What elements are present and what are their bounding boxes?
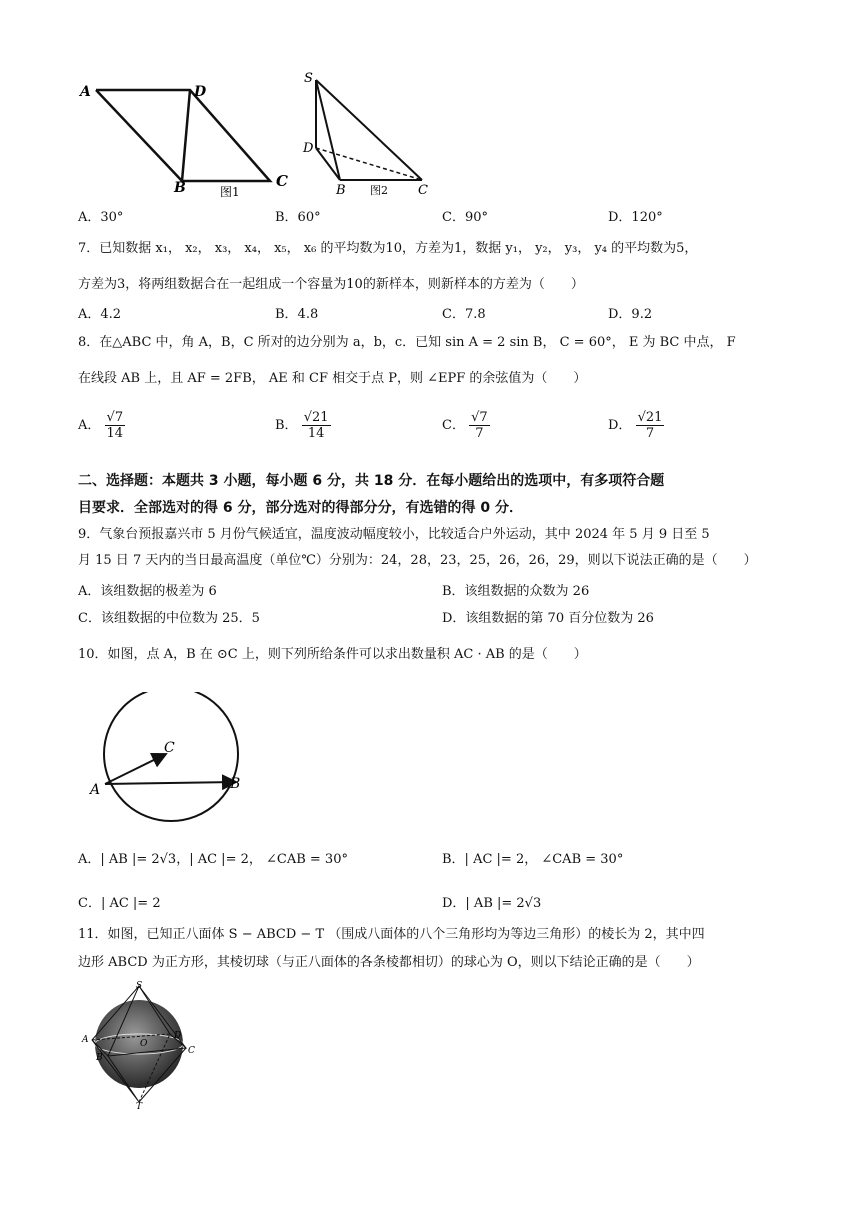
q8-option-a-label: A． (78, 418, 101, 433)
q8-option-a-denominator: 14 (106, 426, 124, 441)
q8-option-b-label: B． (275, 418, 298, 433)
q11-text-line2: 边形 ABCD 为正方形，其棱切球（与正八面体的各条棱都相切）的球心为 O，则以下结论正确的是（ ） (78, 955, 700, 970)
q9-option-b: B．该组数据的众数为 26 (442, 584, 590, 599)
q10-option-a: A．| AB |= 2√3，| AC |= 2， ∠CAB = 30° (78, 852, 348, 867)
fig1-label-c: C (276, 172, 288, 190)
q8-option-d-denominator: 7 (645, 426, 655, 441)
section2-heading-line1: 二、选择题：本题共 3 小题，每小题 6 分，共 18 分．在每小题给出的选项中，有多项符合题 (78, 473, 665, 489)
q8-option-d-numerator: √21 (637, 410, 663, 425)
q10-option-c: C．| AC |= 2 (78, 896, 161, 911)
q7-option-a: A．4.2 (78, 307, 122, 322)
q11-figure-octahedron (74, 980, 204, 1110)
q7-option-c: C．7.8 (442, 307, 486, 322)
q8-option-d-fraction (636, 410, 665, 441)
fig2-label-s: S (304, 71, 313, 86)
q10-option-b: B．| AC |= 2， ∠CAB = 30° (442, 852, 624, 867)
q9-text-line1: 9．气象台预报嘉兴市 5 月份气候适宜，温度波动幅度较小，比较适合户外运动，其中 2024 年 5 月 9 日至 5 (78, 527, 710, 542)
q9-option-d: D．该组数据的第 70 百分位数为 26 (442, 611, 654, 626)
fig2-caption: 图2 (370, 184, 388, 197)
q11-sphere (95, 1000, 183, 1088)
q10-vector-ac (105, 754, 166, 784)
figure-2-pyramid (298, 70, 448, 200)
q8-option-a (78, 410, 125, 441)
q11-label-d: D (174, 1031, 182, 1041)
q8-option-b-denominator: 14 (307, 426, 325, 441)
q8-option-c-label: C． (442, 418, 465, 433)
q11-label-a: A (82, 1035, 89, 1045)
fig1-label-d: D (194, 84, 207, 100)
figure-1-parallelogram (70, 78, 310, 203)
q7-option-d: D．9.2 (608, 307, 653, 322)
fig1-diagonal-bd (182, 90, 190, 181)
q8-option-a-fraction (105, 410, 126, 441)
q8-option-c (442, 410, 490, 441)
section2-heading-line2: 目要求．全部选对的得 6 分，部分选对的得部分分，有选错的得 0 分． (78, 500, 523, 516)
q10-label-b: B (230, 776, 241, 792)
q11-text-line1: 11．如图，已知正八面体 S − ABCD − T （围成八面体的八个三角形均为等边三角形）的棱长为 2，其中四 (78, 927, 705, 942)
q8-option-c-numerator: √7 (471, 410, 488, 425)
q10-circle (104, 692, 241, 821)
q8-option-a-numerator: √7 (106, 410, 124, 425)
q8-option-c-fraction (469, 410, 490, 441)
q9-text-line2: 月 15 日 7 天内的当日最高温度（单位℃）分别为：24，28，23，25，26，26，29，则以下说法正确的是（ ） (78, 553, 757, 568)
q8-option-d-label: D． (608, 418, 632, 433)
q8-text-line1: 8．在△ABC 中，角 A，B，C 所对的边分别为 a，b，c．已知 sin A = 2 sin B， C = 60°， E 为 BC 中点， F (78, 335, 736, 350)
q7-option-b: B．4.8 (275, 307, 319, 322)
q10-label-c: C (164, 740, 175, 756)
fig2-label-b: B (336, 183, 346, 198)
q10-label-a: A (90, 782, 101, 798)
q6-option-b: B．60° (275, 210, 321, 225)
q8-option-d (608, 410, 664, 441)
fig2-edge-sc (316, 80, 422, 180)
q8-option-b-numerator: √21 (303, 410, 329, 425)
q8-option-b (275, 410, 331, 441)
q11-label-t: T (136, 1102, 143, 1110)
q10-figure-circle (86, 692, 256, 822)
fig2-label-c: C (418, 183, 428, 198)
q6-option-a: A．30° (78, 210, 124, 225)
fig1-caption: 图1 (220, 185, 240, 199)
q10-vector-ab (105, 782, 236, 784)
fig2-label-d: D (303, 141, 314, 156)
q11-label-s: S (136, 981, 143, 991)
q8-text-line2: 在线段 AB 上，且 AF = 2FB， AE 和 CF 相交于点 P，则 ∠EPF 的余弦值为（ ） (78, 371, 587, 386)
q9-option-a: A．该组数据的极差为 6 (78, 584, 217, 599)
q6-option-d: D．120° (608, 210, 663, 225)
q7-text-line2: 方差为3，将两组数据合在一起组成一个容量为10的新样本，则新样本的方差为（ ） (78, 277, 584, 292)
q8-option-b-fraction (302, 410, 331, 441)
fig1-label-a: A (80, 84, 91, 100)
fig1-label-b: B (174, 180, 186, 196)
q8-option-c-denominator: 7 (475, 426, 484, 441)
q9-option-c: C．该组数据的中位数为 25．5 (78, 611, 260, 626)
q10-option-d: D．| AB |= 2√3 (442, 896, 542, 911)
q10-text-line1: 10．如图，点 A，B 在 ⊙C 上，则下列所给条件可以求出数量积 AC · AB 的是（ ） (78, 647, 587, 662)
q6-option-c: C．90° (442, 210, 488, 225)
q7-text-line1: 7．已知数据 x₁， x₂， x₃， x₄， x₅， x₆ 的平均数为10，方差为1，数据 y₁， y₂， y₃， y₄ 的平均数为5， (78, 241, 698, 256)
q11-label-o: O (140, 1039, 148, 1049)
q11-label-c: C (188, 1046, 195, 1056)
q11-label-b: B (96, 1053, 103, 1063)
